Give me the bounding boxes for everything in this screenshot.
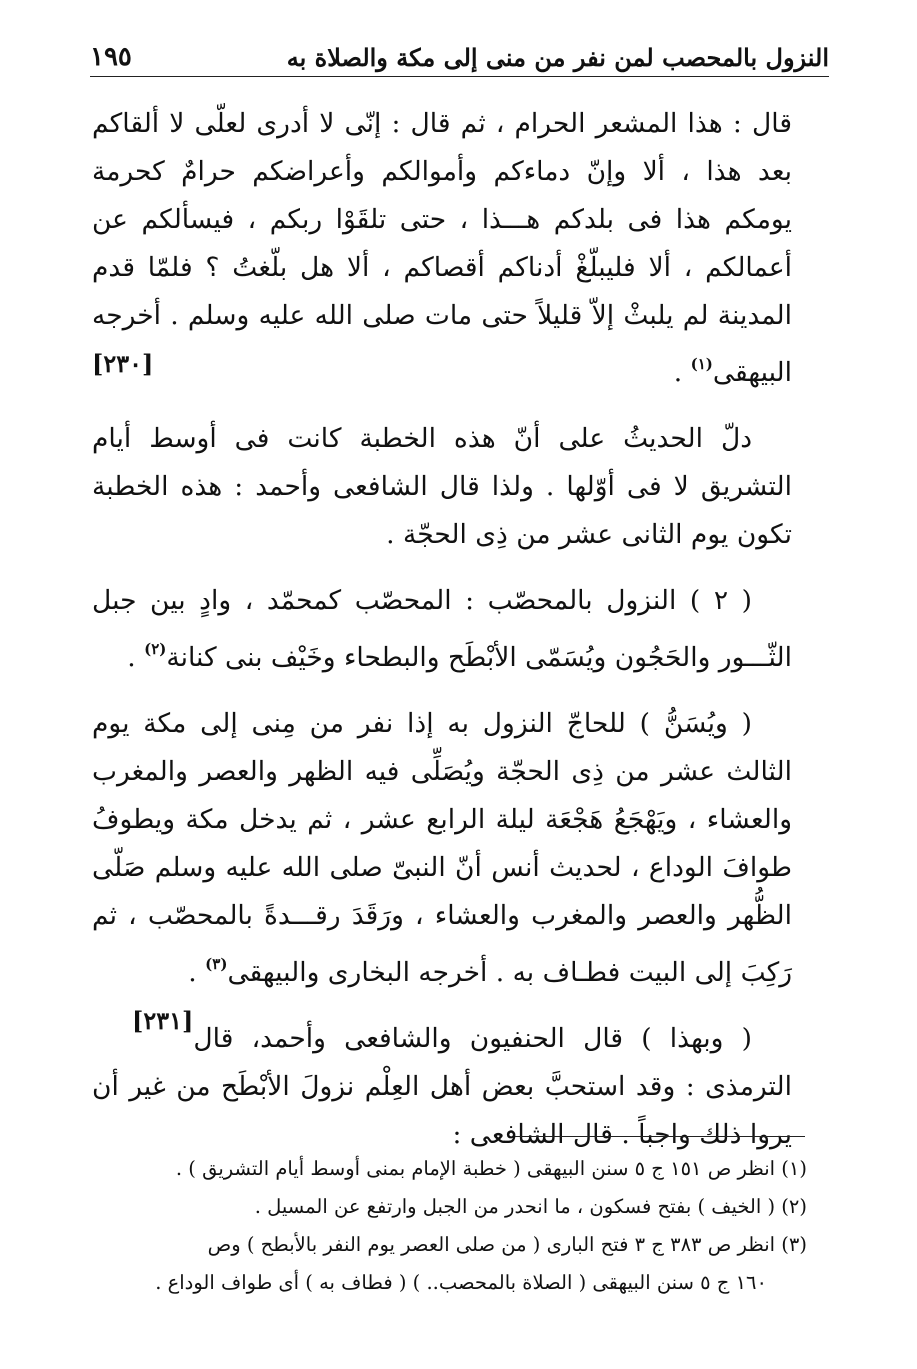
page-number: ١٩٥: [90, 42, 132, 72]
footnote-3: (٣) انظر ص ٣٨٣ ج ٣ فتح البارى ( من صلى العصر يوم النفر بالأبطح ) وص: [207, 1233, 807, 1256]
paragraph-text: ( ويُسَنُّ ) للحاجّ النزول به إذا نفر من مِنى إلى مكة يوم الثالث عشر من ذِى الحجّة ويُصَلِّى فيه الظهر والعصر والمغرب والعشاء ، ويَهْجَعُ هَجْعَة ليلة الرابع عشر ، ثم يدخل مكة ويطوفُ طوافَ الوداع ، لحديث أنس أنّ النبىّ صلى الله عليه وسلم صَلّى الظُّهر والعصر والمغرب والعشاء ، ورَقَدَ رقـــدةً بالمحصّب ، ثم رَكِبَ إلى البيت فطـاف به . أخرجه البخارى والبيهقى: [92, 708, 792, 988]
paragraph-end: .: [188, 957, 206, 988]
paragraph-1: [92, 100, 792, 397]
footnote-mark-3: (٣): [205, 955, 228, 973]
paragraph-text: قال : هذا المشعر الحرام ، ثم قال : إنّى لا أدرى لعلّى لا ألقاكم بعد هذا ، ألا وإنّ دماءكم وأموالكم وأعراضكم حرامٌ كحرمة يومكم هذا فى بلدكم هـــذا ، حتى تلقَوْا ربكم ، فيسألكم عن أعمالكم ، ألا فليبلّغْ أدناكم أقصاكم ، ألا هل بلّغتُ ؟ فلمّا قدم المدينة لم يلبثْ إلاّ قليلاً حتى مات صلى الله عليه وسلم . أخرجه البيهقى: [92, 108, 792, 388]
footnote-3-continued: ١٦٠ ج ٥ سنن البيهقى ( الصلاة بالمحصب.. ) ( فطاف به ) أى طواف الوداع .: [155, 1271, 767, 1294]
running-title: النزول بالمحصب لمن نفر من منى إلى مكة والصلاة به: [286, 43, 829, 72]
footnote-divider: [515, 1136, 805, 1137]
paragraph-3: [92, 577, 792, 682]
paragraph-text: ( ٢ ) النزول بالمحصّب : المحصّب كمحمّد ، وادٍ بين جبل الثّـــور والحَجُون ويُسَمّى الأبْطَح والبطحاء وخَيْف بنى كنانة: [92, 585, 792, 673]
paragraph-end: .: [127, 642, 145, 673]
paragraph-5: [92, 1015, 792, 1159]
hadith-number-231: [٢٣١]: [132, 1006, 194, 1035]
paragraph-text: ( وبهذا ) قال الحنفيون والشافعى وأحمد، قال الترمذى : وقد استحبَّ بعض أهل العِلْم نزولَ الأبْطَح من غير أن يروا ذلك واجباً . قال الشافعى :: [92, 1023, 792, 1150]
footnote-2: (٢) ( الخيف ) بفتح فسكون ، ما انحدر من الجبل وارتفع عن المسيل .: [254, 1195, 807, 1218]
hadith-number-230: [٢٣٠]: [92, 349, 154, 378]
paragraph-2: [92, 415, 792, 559]
footnote-1: (١) انظر ص ١٥١ ج ٥ سنن البيهقى ( خطبة الإمام بمنى أوسط أيام التشريق ) .: [175, 1157, 807, 1180]
footnote-mark-2: (٢): [144, 640, 167, 658]
paragraph-text: دلّ الحديثُ على أنّ هذه الخطبة كانت فى أوسط أيام التشريق لا فى أوّلها . ولذا قال الشافعى وأحمد : هذه الخطبة تكون يوم الثانى عشر من ذِى الحجّة .: [92, 423, 792, 550]
page-header: [90, 28, 829, 77]
footnote-mark-1: (١): [690, 355, 713, 373]
paragraph-end: .: [673, 357, 691, 388]
paragraph-4: [92, 700, 792, 1035]
main-text: [92, 100, 792, 1177]
footnotes: [92, 1150, 807, 1302]
